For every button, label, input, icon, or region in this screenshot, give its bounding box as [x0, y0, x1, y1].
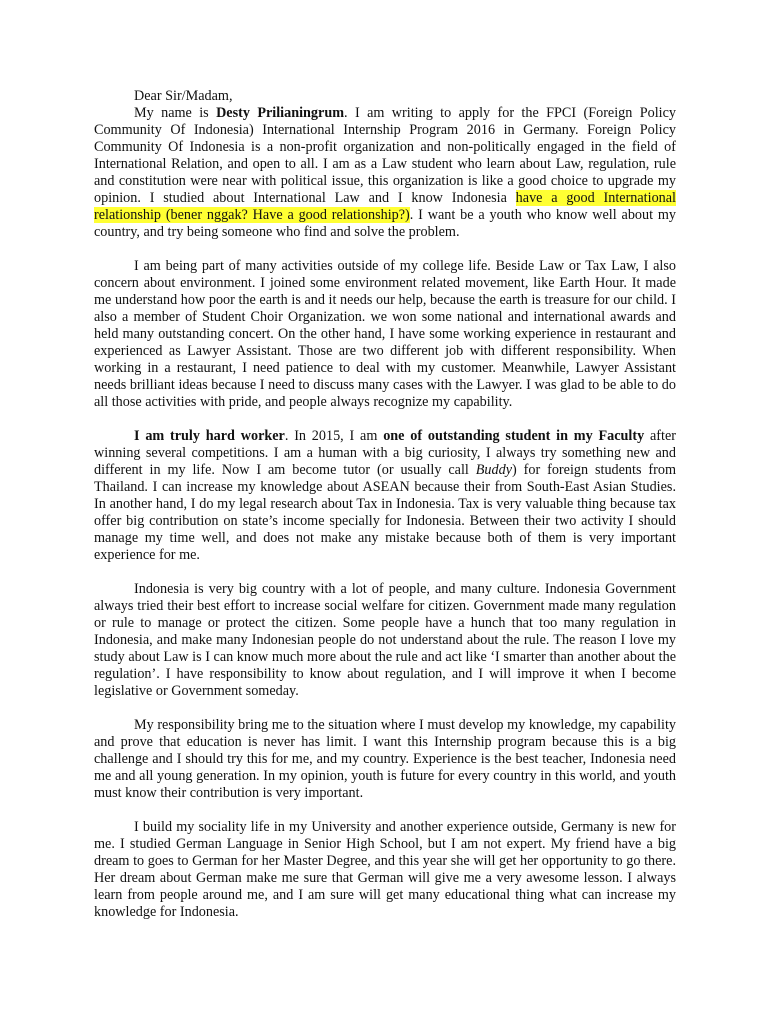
- italic-buddy: Buddy: [475, 462, 512, 478]
- hard-worker-text-c: ) for foreign students from Thailand. I can increase my knowledge about ASEAN because their from South-East Asian Studies. In another hand, I do my legal research about Tax in Indonesia. Tax is very valuable thing because tax offer big contribution on state’s income specially for Indonesia. Between their two activity I should manage my time well, and does not make any mistake because both of them is very important experience for me.: [94, 462, 676, 563]
- paragraph-hard-worker: [94, 428, 676, 564]
- salutation: Dear Sir/Madam,: [134, 88, 233, 104]
- paragraph-activities: I am being part of many activities outside of my college life. Beside Law or Tax Law, I also concern about environment. I joined some environment related movement, like Earth Hour. It made me understand how poor the earth is and it needs our help, because the earth is treasure for our child. I also a member of Student Choir Organization. we won some national and international awards and held many outstanding concert. On the other hand, I have some working experience in restaurant and experienced as Lawyer Assistant. Those are two different job with different responsibility. When working in a restaurant, I need patience to deal with my customer. Meanwhile, Lawyer Assistant needs brilliant ideas because I need to discuss many cases with the Lawyer. I was glad to be able to do all those activities with pride, and people always recognize my capability.: [94, 258, 676, 410]
- letter-body: [94, 88, 676, 921]
- hard-worker-text-a: . In 2015, I am: [284, 428, 384, 444]
- applicant-name: Desty Prilianingrum: [216, 105, 345, 121]
- intro-text-end: . I want be a youth who know well about my country, and try being someone who find and solve the problem.: [94, 207, 677, 240]
- paragraph-sociality: I build my sociality life in my University and another experience outside, Germany is new for me. I studied German Language in Senior High School, but I am not expert. My friend have a big dream to goes to German for her Master Degree, and this year she will get her opportunity to go there. Her dream about German make me sure that German will give me a very awesome lesson. I always learn from people around me, and I am sure will get many educational thing what can increase my knowledge for Indonesia.: [94, 819, 676, 920]
- bold-hard-worker: I am truly hard worker: [134, 428, 285, 444]
- intro-text-start: My name is: [134, 105, 217, 121]
- bold-outstanding-student: one of outstanding student in my Faculty: [383, 428, 645, 444]
- intro-text-middle: . I am writing to apply for the FPCI (Foreign Policy Community Of Indonesia) International Internship Program 2016 in Germany. Foreign Policy Community Of Indonesia is a non-profit organization and non-politically engaged in the field of International Relation, and open to all. I am as a Law student who learn about Law, regulation, rule and constitution were near with political issue, this organization is like a good choice to upgrade my opinion. I studied about International Law and I know Indonesia: [94, 105, 677, 206]
- highlighted-text: have a good International relationship (bener nggak? Have a good relationship?): [94, 190, 676, 223]
- paragraph-intro: [94, 105, 676, 241]
- paragraph-indonesia: Indonesia is very big country with a lot of people, and many culture. Indonesia Government always tried their best effort to increase social welfare for citizen. Government made many regulation or rule to manage or protect the citizen. Some people have a hunch that too many regulation in Indonesia, and make many Indonesian people do not understand about the rule. The reason I love my study about Law is I can know much more about the rule and act like ‘I smarter than another about the regulation’. I have responsibility to know about regulation, and I will improve it when I become legislative or Government someday.: [94, 581, 676, 699]
- paragraph-responsibility: My responsibility bring me to the situation where I must develop my knowledge, my capability and prove that education is never has limit. I want this Internship program because this is a big challenge and I should try this for me, and my country. Experience is the best teacher, Indonesia need me and all young generation. In my opinion, youth is future for every country in this world, and youth must know their contribution is very important.: [94, 717, 676, 801]
- hard-worker-text-b: after winning several competitions. I am a human with a big curiosity, I always try something new and different in my life. Now I am become tutor (or usually call: [94, 428, 676, 478]
